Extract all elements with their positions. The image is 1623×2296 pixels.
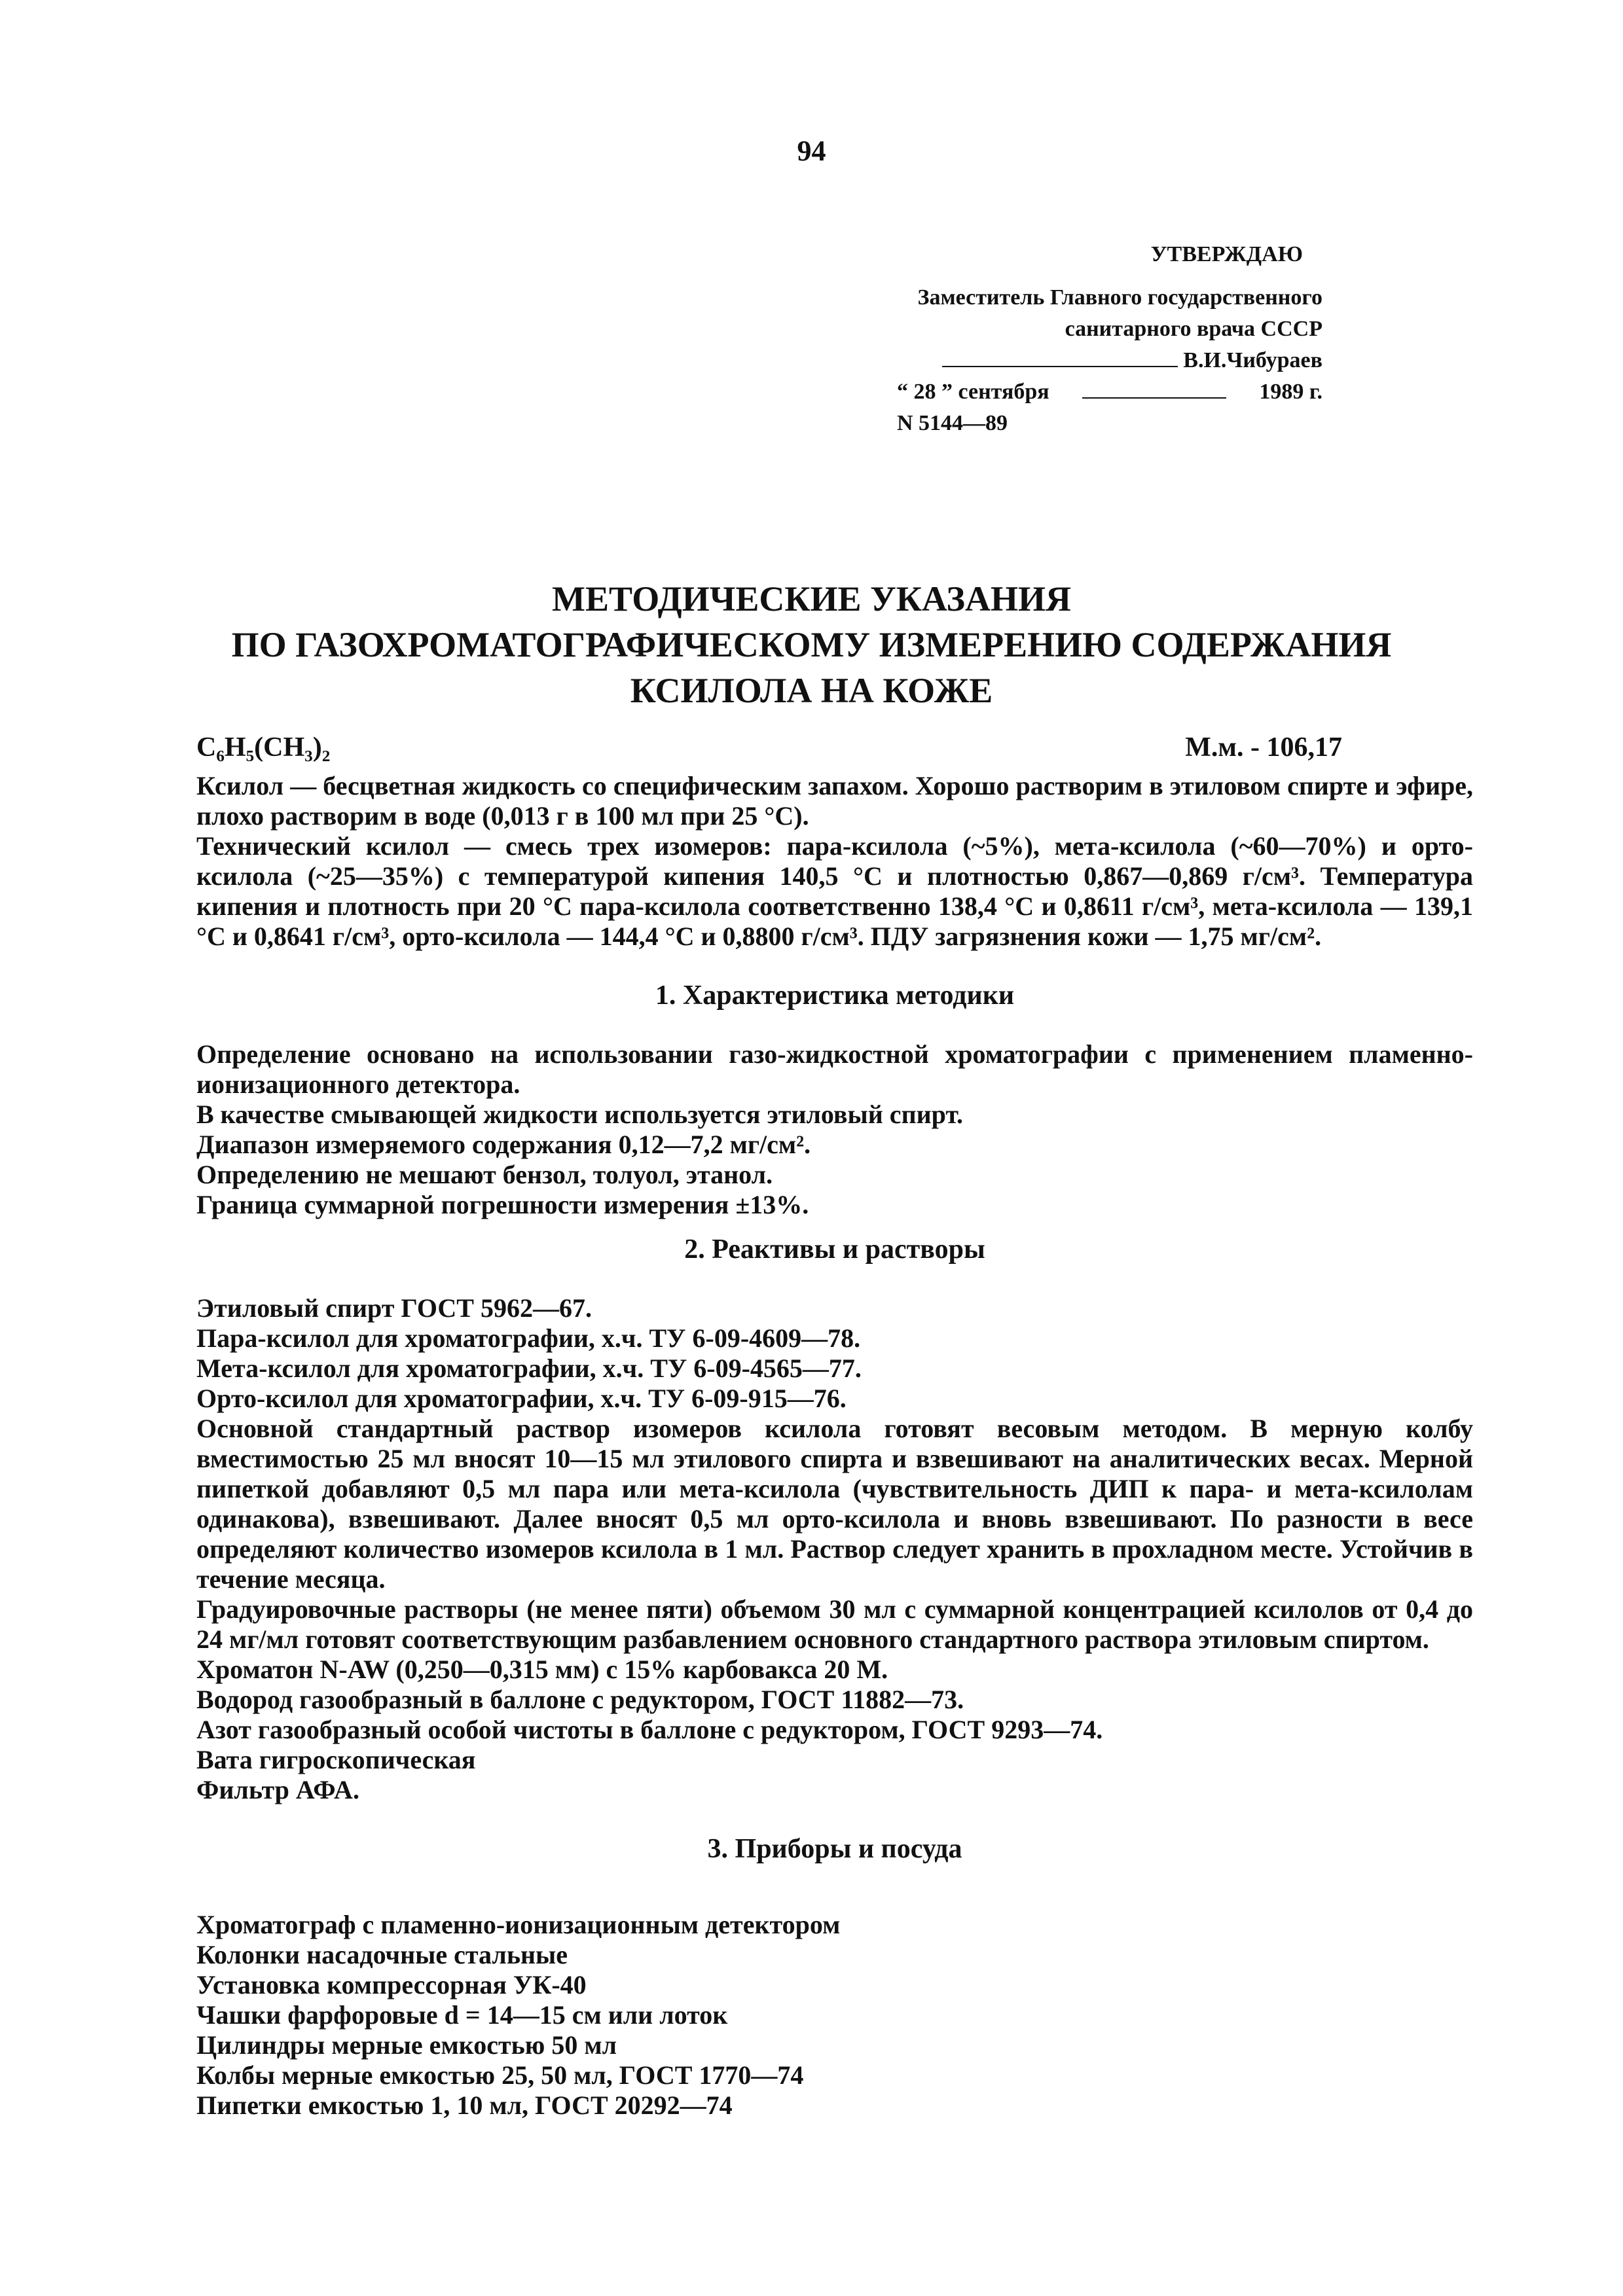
approval-date-day: “ 28 ” сентября [897, 380, 1049, 404]
section-2-item: Градуировочные растворы (не менее пяти) объемом 30 мл с суммарной концентрацией ксилолов от 0,4 до 24 мг/мл готовят соответствующим разбавлением основного стандартного раствора этиловым спиртом. [196, 1594, 1473, 1654]
approval-heading: УТВЕРЖДАЮ [1150, 242, 1303, 266]
section-3-item: Пипетки емкостью 1, 10 мл, ГОСТ 20292—74 [196, 2090, 733, 2120]
section-1-item: Определение основано на использовании газо-жидкостной хроматографии с применением пламенно-ионизационного детектора. [196, 1039, 1473, 1099]
section-2-item: Мета-ксилол для хроматографии, х.ч. ТУ 6-09-4565—77. [196, 1354, 862, 1383]
section-1-item: Граница суммарной погрешности измерения ±13%. [196, 1190, 809, 1219]
section-2-heading: 2. Реактивы и растворы [684, 1234, 985, 1265]
formula-row [196, 732, 1414, 763]
approval-signatory: В.И.Чибураев [1183, 348, 1322, 372]
page-number: 94 [797, 135, 826, 167]
intro-paragraph-1: Ксилол — бесцветная жидкость со специфическим запахом. Хорошо растворим в этиловом спирте и эфире, плохо растворим в воде (0,013 г в 100 мл при 25 °С). [196, 771, 1473, 831]
section-2-item: Фильтр АФА. [196, 1775, 359, 1804]
section-1-item: Диапазон измеряемого содержания 0,12—7,2 мг/см². [196, 1130, 811, 1159]
approval-signature-row [897, 345, 1322, 376]
title-line2: ПО ГАЗОХРОМАТОГРАФИЧЕСКОМУ ИЗМЕРЕНИЮ СОДЕРЖАНИЯ [231, 625, 1392, 664]
section-1-item: В качестве смывающей жидкости используется этиловый спирт. [196, 1100, 964, 1129]
section-3-item: Хроматограф с пламенно-ионизационным детектором [196, 1910, 841, 1939]
approval-block [897, 239, 1322, 439]
section-2-item: Этиловый спирт ГОСТ 5962—67. [196, 1293, 592, 1323]
document-body [196, 771, 1473, 2121]
section-2-item: Водород газообразный в баллоне с редуктором, ГОСТ 11882—73. [196, 1685, 964, 1714]
title-line3: КСИЛОЛА НА КОЖЕ [630, 671, 993, 710]
section-2-item: Пара-ксилол для хроматографии, х.ч. ТУ 6-09-4609—78. [196, 1323, 861, 1353]
section-1-heading: 1. Характеристика методики [655, 980, 1015, 1011]
molar-mass: М.м. - 106,17 [1185, 732, 1342, 762]
section-3-item: Колонки насадочные стальные [196, 1940, 568, 1969]
section-1-item: Определению не мешают бензол, толуол, этанол. [196, 1160, 773, 1189]
document-title [0, 576, 1623, 713]
approval-position-line1: Заместитель Главного государственного [917, 285, 1322, 310]
section-3-item: Установка компрессорная УК-40 [196, 1970, 587, 2000]
title-line1: МЕТОДИЧЕСКИЕ УКАЗАНИЯ [551, 579, 1072, 619]
section-2-item: Основной стандартный раствор изомеров ксилола готовят весовым методом. В мерную колбу вместимостью 25 мл вносят 10—15 мл этилового спирта и взвешивают на аналитических весах. Мерной пипеткой добавляют 0,5 мл пара или мета-ксилола (чувствительность ДИП к пара- и мета-ксилолам одинакова), взвешивают. Далее вносят 0,5 мл орто-ксилола и вновь взвешивают. По разности в весе определяют количество изомеров ксилола в 1 мл. Раствор следует хранить в прохладном месте. Устойчив в течение месяца. [196, 1414, 1473, 1594]
signature-line [942, 346, 1178, 367]
intro-paragraph-2: Технический ксилол — смесь трех изомеров: пара-ксилола (~5%), мета-ксилола (~60—70%) и орто-ксилола (~25—35%) с температурой кипения 140,5 °С и плотностью 0,867—0,869 г/см³. Температура кипения и плотность при 20 °С пара-ксилола соответственно 138,4 °С и 0,8611 г/см³, мета-ксилола — 139,1 °С и 0,8641 г/см³, орто-ксилола — 144,4 °С и 0,8800 г/см³. ПДУ загрязнения кожи — 1,75 мг/см². [196, 831, 1473, 951]
section-3-item: Чашки фарфоровые d = 14—15 см или лоток [196, 2000, 728, 2030]
chemical-formula: C₆H₅(CH₃)₂ [196, 732, 331, 762]
section-2-item: Хроматон N-AW (0,250—0,315 мм) с 15% карбовакса 20 М. [196, 1655, 888, 1684]
approval-position-line2: санитарного врача СССР [1065, 317, 1322, 341]
approval-number: N 5144—89 [897, 411, 1008, 435]
section-3-item: Колбы мерные емкостью 25, 50 мл, ГОСТ 1770—74 [196, 2060, 804, 2090]
approval-date-year: 1989 г. [1259, 380, 1322, 404]
section-2-item: Вата гигроскопическая [196, 1745, 476, 1774]
section-2-item: Орто-ксилол для хроматографии, х.ч. ТУ 6-09-915—76. [196, 1384, 847, 1413]
section-2-item: Азот газообразный особой чистоты в баллоне с редуктором, ГОСТ 9293—74. [196, 1715, 1103, 1744]
section-3-item: Цилиндры мерные емкостью 50 мл [196, 2030, 617, 2060]
approval-date-row [897, 376, 1322, 408]
date-line [1082, 378, 1226, 399]
section-3-heading: 3. Приборы и посуда [707, 1834, 962, 1864]
